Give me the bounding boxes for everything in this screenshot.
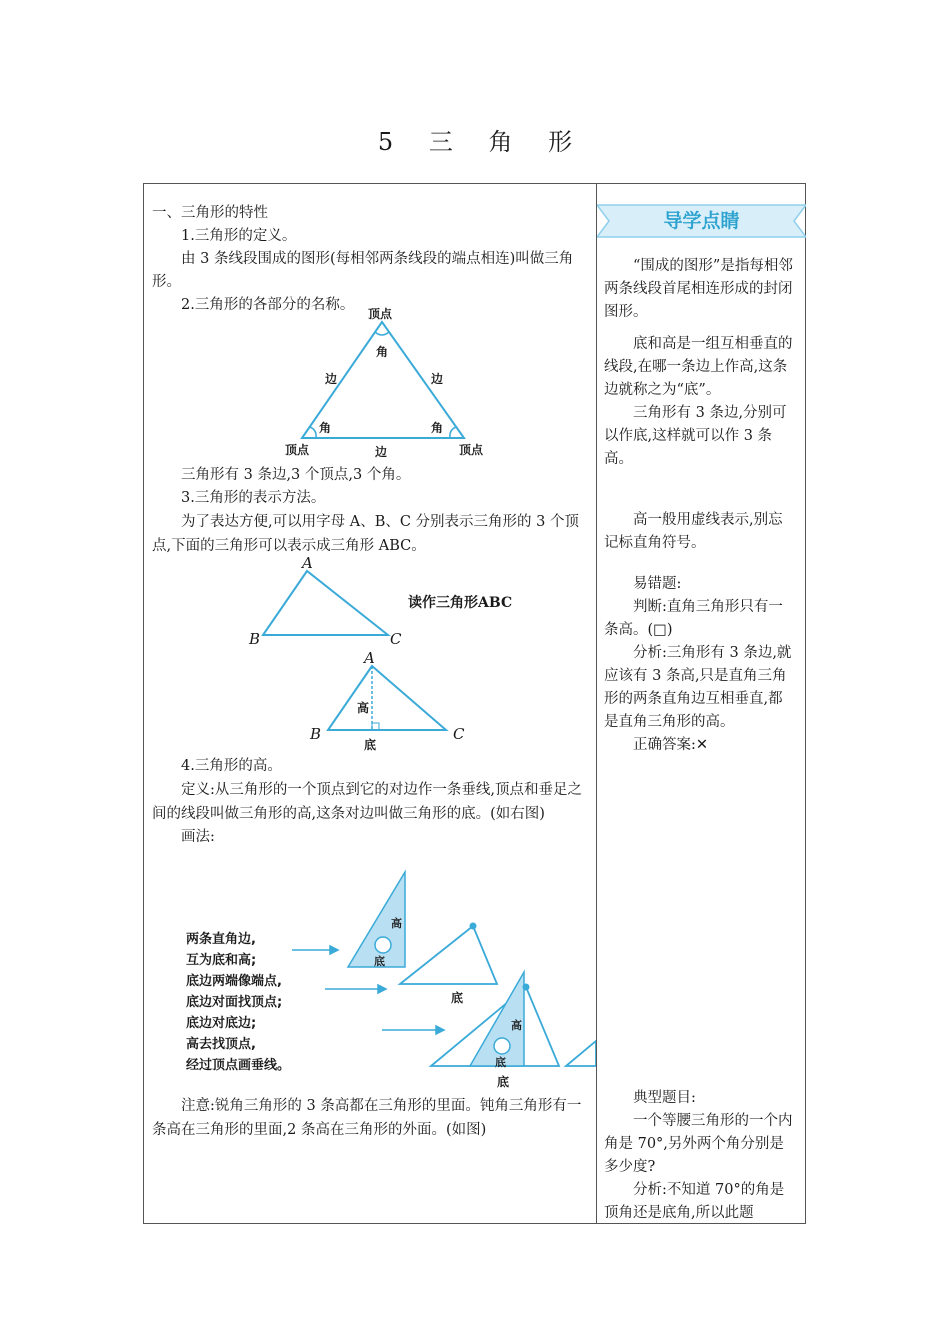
- side-column-4: [604, 573, 796, 757]
- p3-heading: 3.三角形的表示方法。: [181, 490, 326, 506]
- arrow-icon: [378, 985, 386, 993]
- angle-arc-top: [375, 332, 389, 335]
- p3-body: 为了表达方便,可以用字母 A、B、C 分别表示三角形的 3 个顶点,下面的三角形可以表示成三角形 ABC。: [152, 514, 579, 554]
- step-line: 高去找顶点,: [186, 1037, 256, 1052]
- side-error-answer: 正确答案:✕: [633, 737, 709, 753]
- p1-body: 由 3 条线段围成的图形(每相邻两条线段的端点相连)叫做三角形。: [152, 251, 574, 290]
- drawing-steps: [186, 929, 290, 1076]
- side-error-heading: 易错题:: [633, 576, 682, 592]
- step-line: 底边对面找顶点;: [186, 995, 283, 1010]
- p1-heading: 1.三角形的定义。: [181, 228, 297, 244]
- triangle-outline: [328, 666, 446, 730]
- set-square-hole: [375, 937, 391, 953]
- angle-label: 角: [319, 421, 332, 435]
- angle-arc-left: [310, 427, 316, 438]
- side-label: 边: [431, 372, 444, 386]
- angle-arc-right: [450, 427, 456, 438]
- base-label: 底: [495, 1056, 506, 1069]
- height-label: 高: [357, 701, 370, 715]
- title-char: 形: [548, 128, 573, 156]
- side-label: 边: [325, 372, 338, 386]
- p4-heading: 4.三角形的高。: [181, 758, 282, 774]
- vertex-a-label: A: [364, 649, 375, 667]
- side-column-3: [604, 509, 796, 555]
- page-title: [0, 122, 950, 157]
- section-heading: 一、三角形的特性: [152, 205, 268, 221]
- arrow-icon: [436, 1026, 444, 1034]
- side-label: 边: [375, 445, 388, 459]
- side-example-question: 一个等腰三角形的一个内角是 70°,另外两个角分别是多少度?: [604, 1113, 793, 1175]
- vertex-b-label: B: [249, 630, 261, 648]
- title-char: 角: [488, 128, 513, 156]
- height-label: 高: [511, 1019, 522, 1032]
- main-column-3: [152, 755, 588, 849]
- vertex-dot: [523, 984, 530, 991]
- side-note-2: 底和高是一组互相垂直的线段,在哪一条边上作高,这条边就称之为“底”。: [604, 336, 793, 398]
- vertex-c-label: C: [453, 725, 465, 743]
- title-number: 5: [377, 128, 394, 156]
- base-label: 底: [451, 991, 464, 1005]
- base-label: 底: [374, 955, 385, 968]
- angle-label: 角: [431, 421, 444, 435]
- vertex-label: 顶点: [459, 443, 484, 457]
- vertex-b-label: B: [310, 725, 322, 743]
- side-note-1: “围成的图形”是指每相邻两条线段首尾相连形成的封闭图形。: [604, 258, 793, 320]
- height-label: 高: [391, 917, 402, 930]
- vertex-c-label: C: [390, 630, 402, 648]
- angle-label: 角: [376, 345, 389, 359]
- p2-summary: 三角形有 3 条边,3 个顶点,3 个角。: [181, 467, 411, 483]
- p4-body: 定义:从三角形的一个顶点到它的对边作一条垂线,顶点和垂足之间的线段叫做三角形的高,这条对边叫做三角形的底。(如右图): [152, 782, 582, 822]
- title-char: 三: [428, 128, 453, 156]
- step-line: 经过顶点画垂线。: [186, 1058, 291, 1073]
- triangle-abc-figure: [255, 565, 405, 645]
- read-as-label: 读作三角形ABC: [408, 595, 513, 611]
- triangle-outline: [566, 1041, 596, 1066]
- vertex-label: 顶点: [368, 307, 393, 321]
- base-label: 底: [497, 1075, 510, 1089]
- triangle-outline: [400, 926, 497, 984]
- p4-method: 画法:: [181, 829, 215, 845]
- triangle-height-figure: [320, 660, 455, 736]
- side-example-analysis: 分析:不知道 70°的角是顶角还是底角,所以此题: [604, 1182, 785, 1221]
- note: 注意:锐角三角形的 3 条高都在三角形的里面。钝角三角形有一条高在三角形的里面,2 条高在三角形的外面。(如图): [152, 1098, 582, 1138]
- drawing-height-figure: [290, 865, 596, 1075]
- side-note-3: 三角形有 3 条边,分别可以作底,这样就可以作 3 条高。: [604, 405, 787, 467]
- side-banner-title: 导学点睛: [663, 210, 740, 232]
- p2-heading: 2.三角形的各部分的名称。: [181, 297, 355, 313]
- base-label: 底: [364, 738, 377, 752]
- side-example-heading: 典型题目:: [633, 1090, 696, 1106]
- column-divider: [596, 183, 597, 1224]
- triangle-abc-outline: [263, 571, 388, 635]
- side-column: [604, 255, 796, 324]
- main-column-2: [152, 464, 588, 558]
- side-column-5: [604, 1087, 796, 1225]
- step-line: 互为底和高;: [186, 953, 257, 968]
- vertex-dot: [470, 923, 477, 930]
- step-line: 底边对底边;: [186, 1016, 257, 1031]
- side-error-analysis: 分析:三角形有 3 条边,就应该有 3 条高,只是直角三角形的两条直角边互相垂直,都是直角三角形的高。: [604, 645, 792, 730]
- right-angle-mark: [372, 723, 379, 730]
- side-error-question: 判断:直角三角形只有一条高。(□): [604, 599, 783, 638]
- side-column-2: [604, 333, 796, 471]
- main-column-4: [152, 1094, 588, 1142]
- vertex-a-label: A: [302, 554, 313, 572]
- arrow-icon: [330, 946, 338, 954]
- vertex-label: 顶点: [285, 443, 310, 457]
- side-note-4: 高一般用虚线表示,别忘记标直角符号。: [604, 512, 783, 551]
- triangle-parts-figure: [280, 300, 510, 462]
- step-line: 底边两端像端点,: [186, 974, 282, 989]
- set-square-hole: [494, 1038, 510, 1054]
- step-line: 两条直角边,: [186, 932, 256, 947]
